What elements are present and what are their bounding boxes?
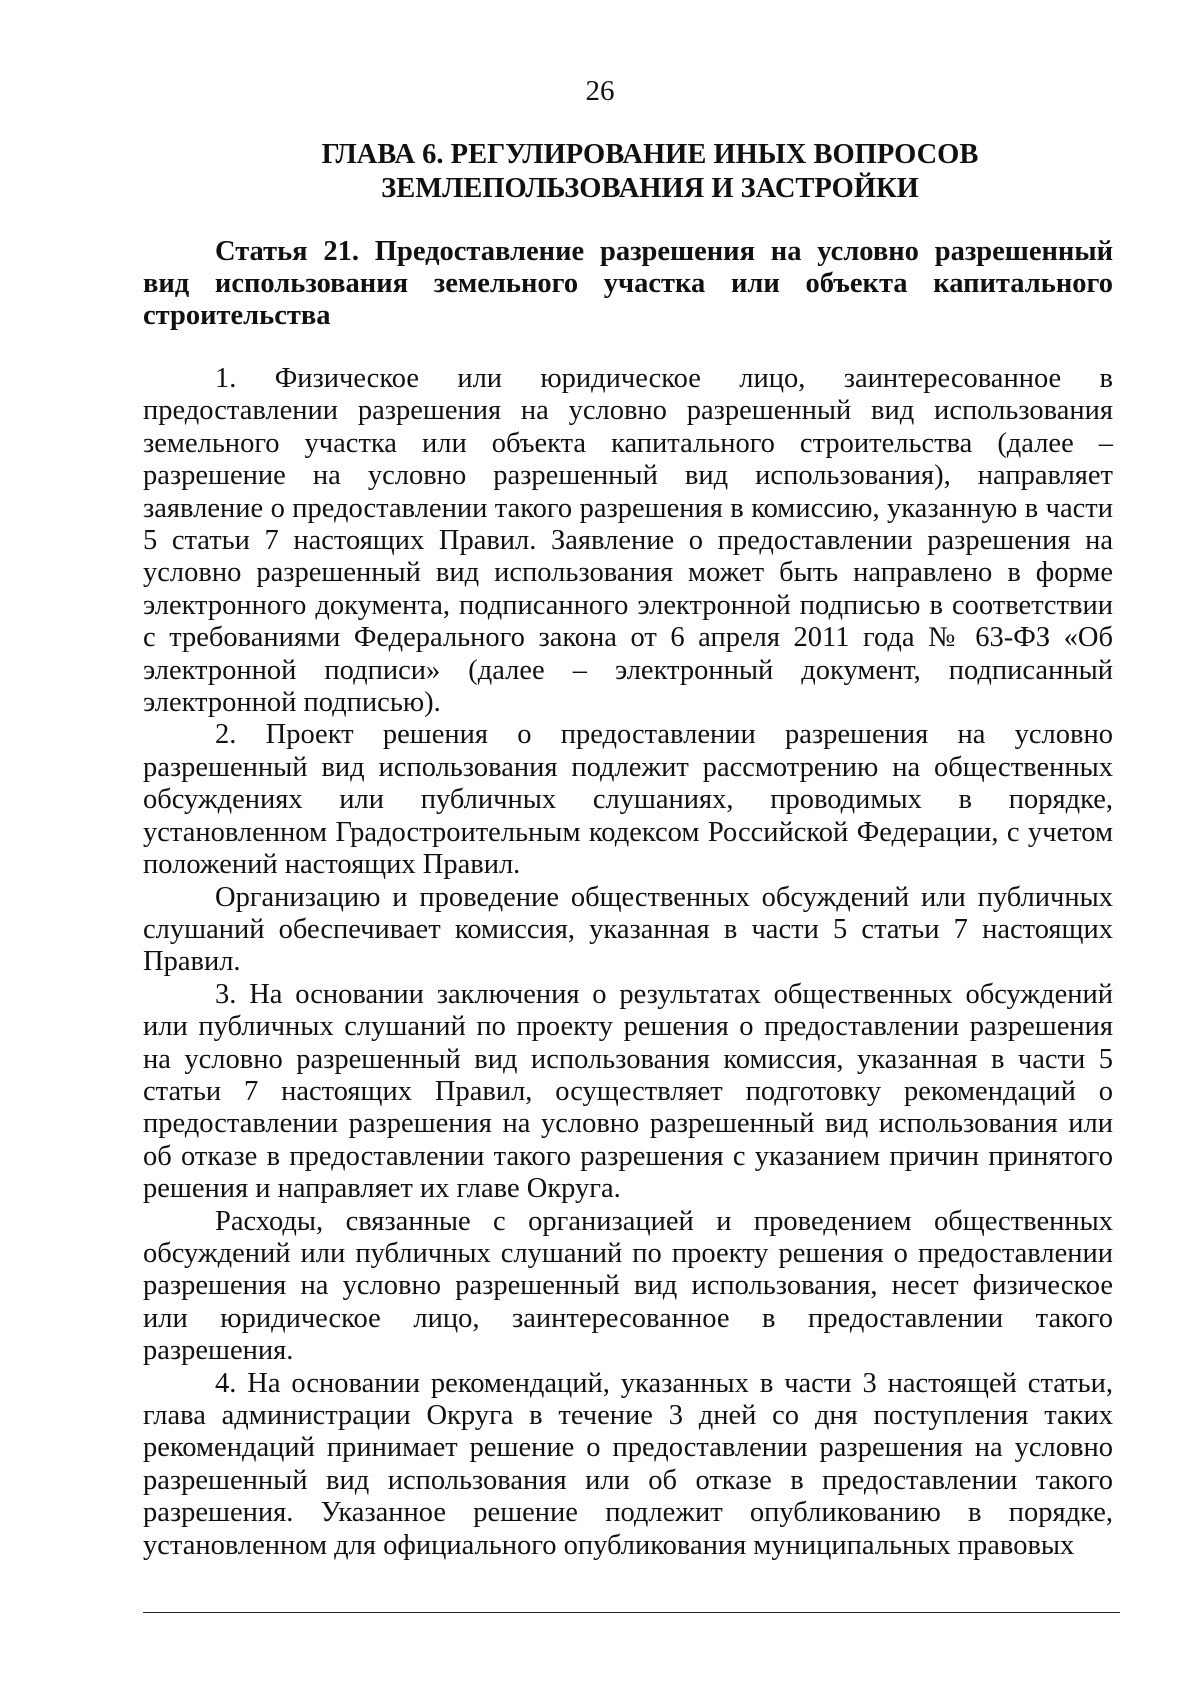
- chapter-title: [250, 138, 1050, 206]
- chapter-title-line-2: ЗЕМЛЕПОЛЬЗОВАНИЯ И ЗАСТРОЙКИ: [381, 173, 919, 204]
- paragraph-1: 1. Физическое или юридическое лицо, заинтересованное в предоставлении разрешения на условно разрешенный вид использования земельного участка или объекта капитального строительства (далее – разрешение на условно разрешенный вид использования), направляет заявление о предоставлении такого разрешения в комиссию, указанную в части 5 статьи 7 настоящих Правил. Заявление о предоставлении разрешения на условно разрешенный вид использования может быть направлено в форме электронного документа, подписанного электронной подписью в соответствии с требованиями Федерального закона от 6 апреля 2011 года № 63-ФЗ «Об электронной подписи» (далее – электронный документ, подписанный электронной подписью).: [143, 363, 1113, 719]
- page-number: 26: [585, 75, 615, 107]
- article-body: [143, 363, 1113, 1562]
- chapter-title-line-1: ГЛАВА 6. РЕГУЛИРОВАНИЕ ИНЫХ ВОПРОСОВ: [321, 139, 979, 170]
- paragraph-4: 4. На основании рекомендаций, указанных в части 3 настоящей статьи, глава администрации Округа в течение 3 дней со дня поступления таких рекомендаций принимает решение о предоставлении разрешения на условно разрешенный вид использования или об отказе в предоставлении такого разрешения. Указанное решение подлежит опубликованию в порядке, установленном для официального опубликования муниципальных правовых: [143, 1367, 1113, 1561]
- paragraph-3-continued: Расходы, связанные с организацией и проведением общественных обсуждений или публичных слушаний по проекту решения о предоставлении разрешения на условно разрешенный вид использования, несет физическое или юридическое лицо, заинтересованное в предоставлении такого разрешения.: [143, 1205, 1113, 1367]
- footer-divider: [143, 1612, 1120, 1613]
- article-title: Статья 21. Предоставление разрешения на условно разрешенный вид использования земельного участка или объекта капитального строительства: [143, 236, 1113, 331]
- paragraph-3: 3. На основании заключения о результатах общественных обсуждений или публичных слушаний по проекту решения о предоставлении разрешения на условно разрешенный вид использования комиссия, указанная в части 5 статьи 7 настоящих Правил, осуществляет подготовку рекомендаций о предоставлении разрешения на условно разрешенный вид использования или об отказе в предоставлении такого разрешения с указанием причин принятого решения и направляет их главе Округа.: [143, 978, 1113, 1205]
- paragraph-2-continued: Организацию и проведение общественных обсуждений или публичных слушаний обеспечивает комиссия, указанная в части 5 статьи 7 настоящих Правил.: [143, 881, 1113, 978]
- paragraph-2: 2. Проект решения о предоставлении разрешения на условно разрешенный вид использования подлежит рассмотрению на общественных обсуждениях или публичных слушаниях, проводимых в порядке, установленном Градостроительным кодексом Российской Федерации, с учетом положений настоящих Правил.: [143, 719, 1113, 881]
